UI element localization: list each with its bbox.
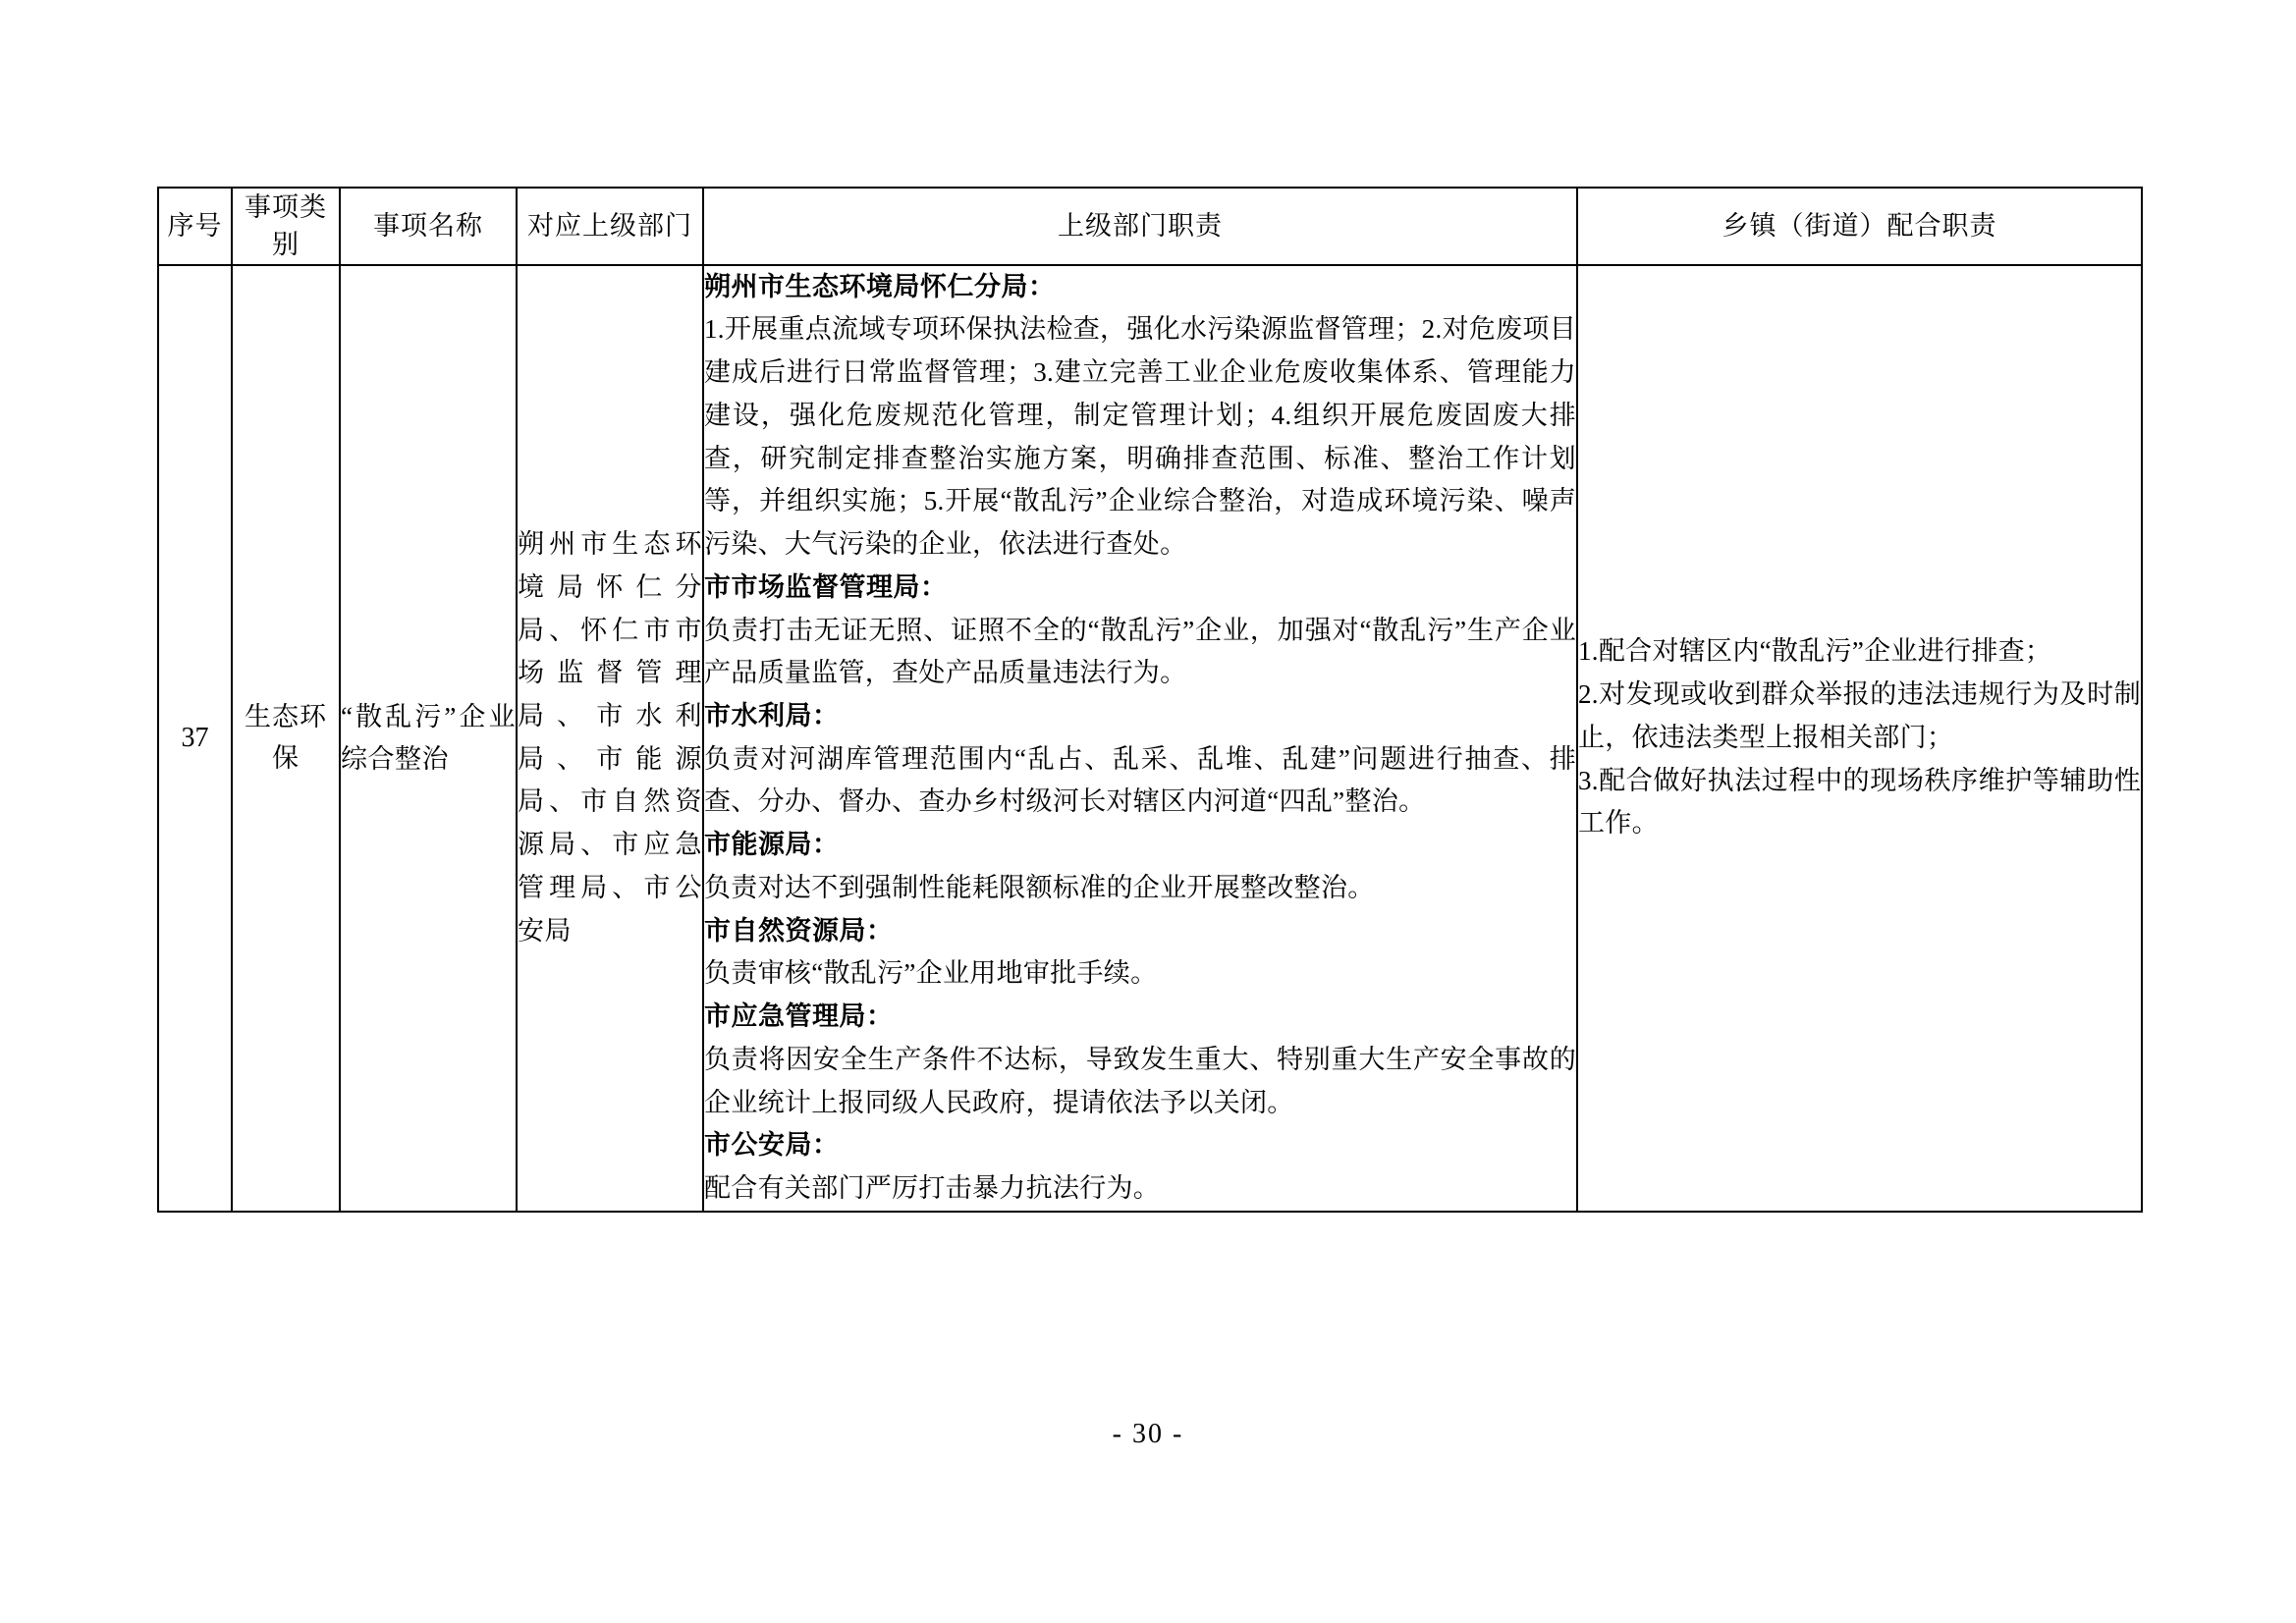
duty-text: 负责对河湖库管理范围内“乱占、乱采、乱堆、乱建”问题进行抽查、排查、分办、督办、查办乡村级河长对辖区内河道“四乱”整治。 [704, 743, 1576, 817]
cooperation-line: 1.配合对辖区内“散乱污”企业进行排查； [1578, 636, 2052, 667]
duty-item [704, 910, 1576, 996]
duty-text: 负责审核“散乱污”企业用地审批手续。 [704, 958, 1158, 989]
duty-item [704, 824, 1576, 909]
header-cooperation: 乡镇（街道）配合职责 [1577, 188, 2142, 265]
duty-text: 1.开展重点流域专项环保执法检查，强化水污染源监督管理；2.对危废项目建成后进行日常监督管理；3.建立完善工业企业危废收集体系、管理能力建设，强化危废规范化管理，制定管理计划；4.组织开展危废固废大排查，研究制定排查整治实施方案，明确排查范围、标准、整治工作计划等，并组织实施；5.开展“散乱污”企业综合整治，对造成环境污染、噪声污染、大气污染的企业，依法进行查处。 [704, 314, 1576, 560]
page-number: - 30 - [1112, 1419, 1184, 1449]
duty-text: 负责打击无证无照、证照不全的“散乱污”企业，加强对“散乱污”生产企业产品质量监管，查处产品质量违法行为。 [704, 615, 1576, 688]
table-header-row [158, 188, 2142, 265]
duty-text: 负责将因安全生产条件不达标，导致发生重大、特别重大生产安全事故的企业统计上报同级人民政府，提请依法予以关闭。 [704, 1044, 1576, 1117]
header-upper-duty: 上级部门职责 [703, 188, 1577, 265]
duty-item [704, 266, 1576, 567]
duty-item [704, 567, 1576, 695]
duty-text: 配合有关部门严厉打击暴力抗法行为。 [704, 1173, 1161, 1204]
duty-title: 朔州市生态环境局怀仁分局： [704, 271, 1056, 301]
header-category: 事项类别 [232, 188, 340, 265]
cooperation-line: 2.对发现或收到群众举报的违法违规行为及时制止，依违法类型上报相关部门； [1578, 679, 2141, 752]
duty-title: 市自然资源局： [704, 915, 894, 946]
table-row [158, 265, 2142, 1212]
header-name: 事项名称 [340, 188, 517, 265]
cooperation-line: 3.配合做好执法过程中的现场秩序维护等辅助性工作。 [1578, 765, 2141, 839]
duty-item [704, 1124, 1576, 1210]
duty-text: 负责对达不到强制性能耗限额标准的企业开展整改整治。 [704, 872, 1375, 902]
duty-item [704, 996, 1576, 1124]
cell-upper-department: 朔州市生态环境局怀仁分局、怀仁市市场监督管理局、市水利局、市能源局、市自然资源局、市应急管理局、市公安局 [517, 265, 703, 1212]
duty-title: 市水利局： [704, 701, 840, 730]
duty-title: 市应急管理局： [704, 1001, 894, 1032]
cell-seq: 37 [158, 265, 232, 1212]
cell-item-name: “散乱污”企业综合整治 [340, 265, 517, 1212]
header-upper-department: 对应上级部门 [517, 188, 703, 265]
cell-cooperation-duty [1577, 265, 2142, 1212]
duty-item [704, 695, 1576, 824]
cell-upper-duty [703, 265, 1577, 1212]
header-seq: 序号 [158, 188, 232, 265]
duty-title: 市公安局： [704, 1130, 840, 1161]
duty-title: 市市场监督管理局： [704, 571, 948, 602]
duty-title: 市能源局： [704, 830, 840, 860]
cell-category: 生态环保 [232, 265, 340, 1212]
responsibility-table [157, 187, 2143, 1213]
